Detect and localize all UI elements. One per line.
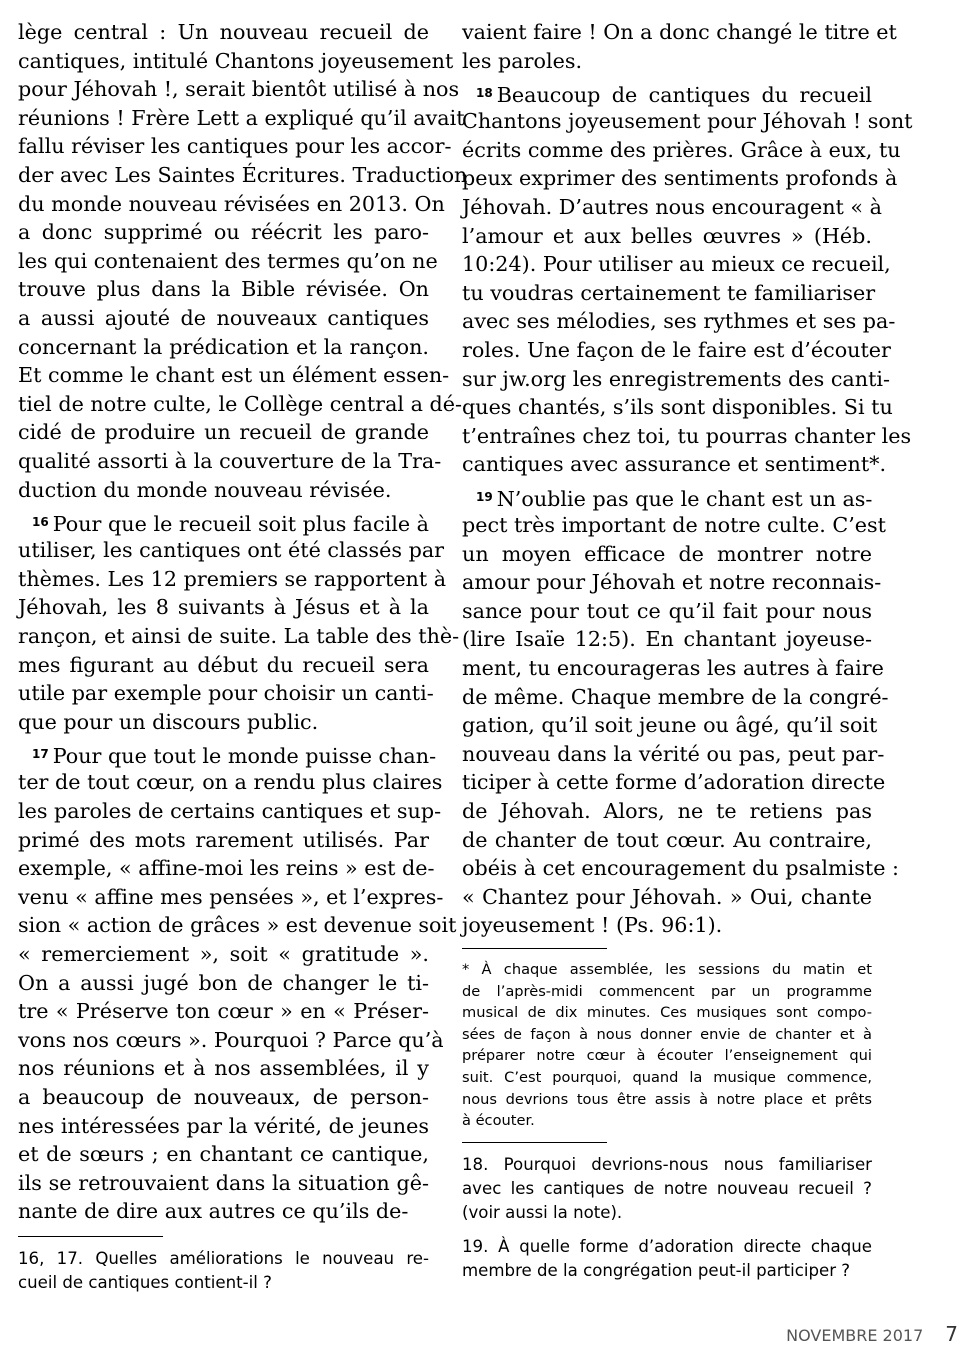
text-line: amour pour Jéhovah et notre reconnais- bbox=[462, 570, 882, 595]
text-line: vons nos cœurs ». Pourquoi ? Parce qu’à bbox=[18, 1027, 444, 1052]
text-line: Jéhovah. D’autres nous encouragent « à bbox=[462, 195, 882, 220]
text-line: duction du monde nouveau révisée. bbox=[18, 477, 392, 502]
text-line: roles. Une façon de le faire est d’écouter bbox=[462, 338, 891, 363]
text-line: On a aussi jugé bon de changer le ti- bbox=[18, 970, 429, 995]
text-line: $^{19}$ N’oublie pas que le chant est un as- bbox=[476, 486, 873, 511]
paragraph-number: 16 bbox=[32, 514, 49, 529]
text-line: ils se retrouvaient dans la situation gê- bbox=[18, 1170, 429, 1195]
text-line: de Jéhovah. Alors, ne te retiens pas bbox=[462, 799, 872, 824]
text-line: fallu réviser les cantiques pour les accor- bbox=[18, 134, 452, 159]
text-line: a beaucoup de nouveaux, de person- bbox=[18, 1084, 429, 1109]
text-line: qualité assorti à la couverture de la Tra- bbox=[18, 448, 442, 473]
text-line: écrits comme des prières. Grâce à eux, tu bbox=[462, 137, 901, 162]
issue-label: NOVEMBRE 2017 bbox=[786, 1326, 924, 1345]
text-line: que pour un discours public. bbox=[18, 709, 319, 734]
text-line: du monde nouveau révisées en 2013. On bbox=[18, 191, 445, 216]
text-line: a donc supprimé ou réécrit les paro- bbox=[18, 220, 429, 245]
text-line: ticiper à cette forme d’adoration directe bbox=[462, 770, 886, 795]
text-line: $^{18}$ Beaucoup de cantiques du recueil bbox=[476, 82, 872, 107]
text-line: (lire Isaïe 12:5). En chantant joyeuse- bbox=[462, 627, 872, 652]
footnote-divider bbox=[462, 948, 607, 949]
text-line: pect très important de notre culte. C’est bbox=[462, 513, 886, 538]
paragraph-15-continued bbox=[18, 18, 468, 504]
text-line: lège central : Un nouveau recueil de bbox=[18, 20, 429, 44]
paragraph-number: 19 bbox=[476, 489, 493, 504]
text-line: primé des mots rarement utilisés. Par bbox=[18, 827, 429, 852]
questions-divider bbox=[18, 1236, 163, 1237]
paragraph-17 bbox=[18, 740, 457, 1226]
paragraph-number: 18 bbox=[476, 85, 493, 100]
text-line: gation, qu’il soit jeune ou âgé, qu’il soit bbox=[462, 713, 878, 738]
text-line: 16, 17. Quelles améliorations le nouveau re- bbox=[18, 1248, 429, 1268]
text-line: tiel de notre culte, le Collège central a dé- bbox=[18, 391, 462, 416]
text-line: de même. Chaque membre de la congré- bbox=[462, 684, 889, 709]
text-line: nante de dire aux autres ce qu’ils de- bbox=[18, 1199, 409, 1224]
text-line: 18. Pourquoi devrions-nous nous familiariser bbox=[462, 1154, 872, 1174]
text-line: 10:24). Pour utiliser au mieux ce recueil, bbox=[462, 252, 891, 277]
questions-divider-right bbox=[462, 1142, 607, 1143]
text-line: cantiques, intitulé Chantons joyeusement bbox=[18, 48, 454, 73]
text-line: sion « action de grâces » est devenue soit bbox=[18, 913, 457, 938]
text-line: réunions ! Frère Lett a expliqué qu’il avait bbox=[18, 105, 465, 130]
paragraph-19 bbox=[462, 483, 899, 941]
study-question-19 bbox=[462, 1235, 872, 1283]
text-line: exemple, « affine-moi les reins » est de- bbox=[18, 856, 435, 881]
text-line: a aussi ajouté de nouveaux cantiques bbox=[18, 305, 429, 330]
text-line: (voir aussi la note). bbox=[462, 1202, 623, 1222]
text-line: nous devrions tous être assis à notre place et prêts bbox=[462, 1090, 872, 1108]
text-line: tre « Préserve ton cœur » en « Préser- bbox=[18, 999, 429, 1024]
text-line: trouve plus dans la Bible révisée. On bbox=[18, 277, 429, 302]
text-line: à écouter. bbox=[462, 1112, 535, 1130]
text-line: sées de façon à nous donner envie de chanter et à bbox=[462, 1025, 872, 1043]
text-line: * À chaque assemblée, les sessions du matin et bbox=[462, 961, 872, 978]
text-line: tu voudras certainement te familiariser bbox=[462, 280, 876, 305]
text-line: sur jw.org les enregistrements des canti- bbox=[462, 366, 891, 391]
text-line: obéis à cet encouragement du psalmiste : bbox=[462, 856, 899, 881]
right-column bbox=[462, 18, 913, 1283]
text-line: musical de dix minutes. Ces musiques sont compo- bbox=[462, 1004, 872, 1022]
text-line: « Chantez pour Jéhovah. » Oui, chante bbox=[462, 884, 872, 909]
text-line: utiliser, les cantiques ont été classés par bbox=[18, 538, 445, 563]
text-line: venu « affine mes pensées », et l’expres- bbox=[18, 884, 444, 909]
text-line: vaient faire ! On a donc changé le titre et bbox=[462, 20, 897, 44]
text-line: t’entraînes chez toi, tu pourras chanter les bbox=[462, 423, 912, 448]
page-footer bbox=[786, 1322, 958, 1346]
text-line: $^{17}$ Pour que tout le monde puisse chan- bbox=[32, 743, 437, 768]
text-line: les paroles. bbox=[462, 48, 583, 73]
study-questions-16-17 bbox=[18, 1247, 429, 1295]
footnote bbox=[462, 959, 872, 1132]
text-line: sance pour tout ce qu’il fait pour nous bbox=[462, 598, 872, 623]
text-line: les paroles de certains cantiques et sup- bbox=[18, 799, 442, 824]
text-line: suit. C’est pourquoi, quand la musique commence, bbox=[462, 1068, 872, 1086]
text-line: nes intéressées par la vérité, de jeunes bbox=[18, 1113, 429, 1138]
text-line: utile par exemple pour choisir un canti- bbox=[18, 681, 434, 706]
text-line: « remerciement », soit « gratitude ». bbox=[18, 942, 429, 966]
text-line: nouveau dans la vérité ou pas, peut par- bbox=[462, 741, 885, 766]
text-line: rançon, et ainsi de suite. La table des thè- bbox=[18, 623, 460, 648]
paragraph-number: 17 bbox=[32, 746, 49, 761]
text-line: concernant la prédication et la rançon. bbox=[18, 334, 429, 359]
left-column bbox=[18, 18, 468, 1295]
text-line: ques chantés, s’ils sont disponibles. Si tu bbox=[462, 395, 893, 420]
text-line: ter de tout cœur, on a rendu plus claires bbox=[18, 770, 443, 795]
text-line: pour Jéhovah !, serait bientôt utilisé à nos bbox=[18, 77, 460, 102]
text-line: ment, tu encourageras les autres à faire bbox=[462, 656, 884, 681]
paragraph-16 bbox=[18, 508, 460, 737]
text-line: 19. À quelle forme d’adoration directe chaque bbox=[462, 1236, 872, 1256]
text-line: un moyen efficace de montrer notre bbox=[462, 541, 872, 566]
text-line: Et comme le chant est un élément essen- bbox=[18, 363, 450, 388]
text-line: cueil de cantiques contient-il ? bbox=[18, 1272, 272, 1292]
text-line: et de sœurs ; en chantant ce cantique, bbox=[18, 1142, 429, 1167]
text-line: nos réunions et à nos assemblées, il y bbox=[18, 1056, 429, 1081]
text-line: les qui contenaient des termes qu’on ne bbox=[18, 248, 438, 273]
text-line: $^{16}$ Pour que le recueil soit plus facile à bbox=[32, 511, 429, 536]
text-line: Chantons joyeusement pour Jéhovah ! sont bbox=[462, 109, 913, 134]
study-question-18 bbox=[462, 1153, 872, 1225]
text-line: avec les cantiques de notre nouveau recueil ? bbox=[462, 1178, 872, 1198]
text-line: cidé de produire un recueil de grande bbox=[18, 420, 429, 445]
paragraph-17-end bbox=[462, 18, 897, 75]
text-line: der avec Les Saintes Écritures. Traduction bbox=[18, 162, 468, 187]
text-line: cantiques avec assurance et sentiment*. bbox=[462, 452, 887, 477]
text-line: l’amour et aux belles œuvres » (Héb. bbox=[462, 223, 872, 248]
text-line: peux exprimer des sentiments profonds à bbox=[462, 166, 898, 191]
text-line: de l’après-midi commencent par un programme bbox=[462, 982, 872, 1000]
text-line: préparer notre cœur à écouter l’enseignement qui bbox=[462, 1047, 872, 1065]
text-line: mes figurant au début du recueil sera bbox=[18, 652, 429, 677]
text-line: joyeusement ! (Ps. 96:1). bbox=[462, 913, 723, 938]
text-line: avec ses mélodies, ses rythmes et ses pa- bbox=[462, 309, 896, 334]
page-number: 7 bbox=[945, 1322, 958, 1346]
text-line: de chanter de tout cœur. Au contraire, bbox=[462, 827, 872, 852]
paragraph-18 bbox=[462, 79, 913, 479]
text-line: Jéhovah, les 8 suivants à Jésus et à la bbox=[18, 595, 429, 620]
text-line: membre de la congrégation peut-il participer ? bbox=[462, 1260, 851, 1280]
text-line: thèmes. Les 12 premiers se rapportent à bbox=[18, 566, 447, 591]
